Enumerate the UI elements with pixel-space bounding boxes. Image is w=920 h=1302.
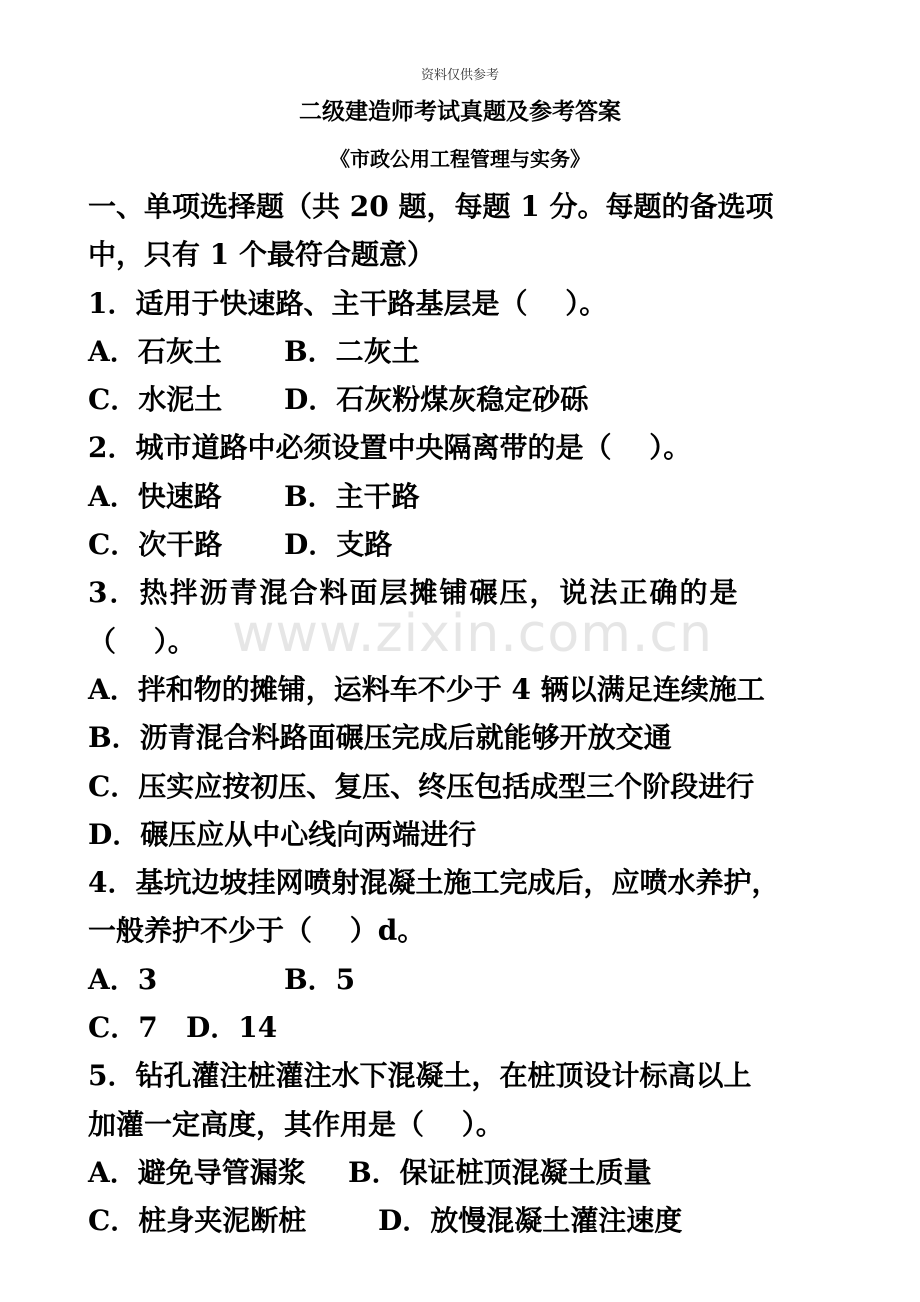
option-b: B．主干路: [284, 479, 420, 513]
option-c: C．7: [88, 1011, 158, 1045]
option-a: A．避免导管漏浆: [88, 1155, 306, 1189]
document-subtitle: 《市政公用工程管理与实务》: [330, 147, 590, 171]
question-3-option-b: B．沥青混合料路面碾压完成后就能够开放交通: [88, 721, 672, 755]
question-4-stem-line-1: 4．基坑边坡挂网喷射混凝土施工完成后，应喷水养护，: [88, 866, 780, 900]
option-d: D．支路: [284, 528, 393, 562]
question-2-options-row-1: [88, 473, 848, 521]
option-b: B．保证桩顶混凝土质量: [348, 1155, 652, 1189]
option-a: A．快速路: [88, 479, 222, 513]
option-b: B．5: [284, 962, 356, 996]
question-5-options-row-1: [88, 1149, 848, 1197]
question-1-options-row-2: [88, 376, 848, 424]
question-4-options-row-1: [88, 956, 848, 1004]
section-heading-line-2: 中，只有 1 个最符合题意）: [88, 238, 435, 272]
question-2-options-row-2: [88, 521, 848, 569]
question-3-option-d: D．碾压应从中心线向两端进行: [88, 817, 477, 851]
question-2-stem: 2．城市道路中必须设置中央隔离带的是（ ）。: [88, 431, 692, 465]
option-d: D．放慢混凝土灌注速度: [378, 1204, 683, 1238]
option-d: D．石灰粉煤灰稳定砂砾: [284, 383, 589, 417]
header-note: 资料仅供参考: [420, 68, 499, 83]
watermark: www.zixin.com.cn: [232, 604, 713, 664]
option-c: C．次干路: [88, 528, 223, 562]
question-1-options-row-1: [88, 328, 848, 376]
option-a: A．3: [88, 962, 158, 996]
question-3-option-a: A．拌和物的摊铺，运料车不少于 4 辆以满足连续施工: [88, 672, 765, 706]
section-heading-line-1: 一、单项选择题（共 20 题，每题 1 分。每题的备选项: [88, 190, 774, 223]
question-4-options-row-2: [88, 1004, 848, 1052]
question-5-options-row-2: [88, 1197, 848, 1245]
option-c: C．桩身夹泥断桩: [88, 1204, 307, 1238]
document-title: 二级建造师考试真题及参考答案: [299, 98, 621, 125]
question-4-stem-line-2: 一般养护不少于（ ）d。: [88, 914, 426, 948]
question-3-stem-line-2: （ ）。: [88, 624, 196, 658]
question-1-stem: 1．适用于快速路、主干路基层是（ ）。: [88, 286, 608, 320]
option-b: B．二灰土: [284, 334, 420, 368]
question-5-stem-line-2: 加灌一定高度，其作用是（ ）。: [88, 1107, 504, 1141]
option-d: D．14: [186, 1011, 278, 1045]
question-3-option-c: C．压实应按初压、复压、终压包括成型三个阶段进行: [88, 769, 755, 803]
question-5-stem-line-1: 5．钻孔灌注桩灌注水下混凝土，在桩顶设计标高以上: [88, 1059, 752, 1093]
option-a: A．石灰土: [88, 334, 222, 368]
question-3-stem-line-1: 3．热拌沥青混合料面层摊铺碾压，说法正确的是: [88, 576, 740, 610]
document-body: [88, 183, 848, 1246]
option-c: C．水泥土: [88, 383, 223, 417]
